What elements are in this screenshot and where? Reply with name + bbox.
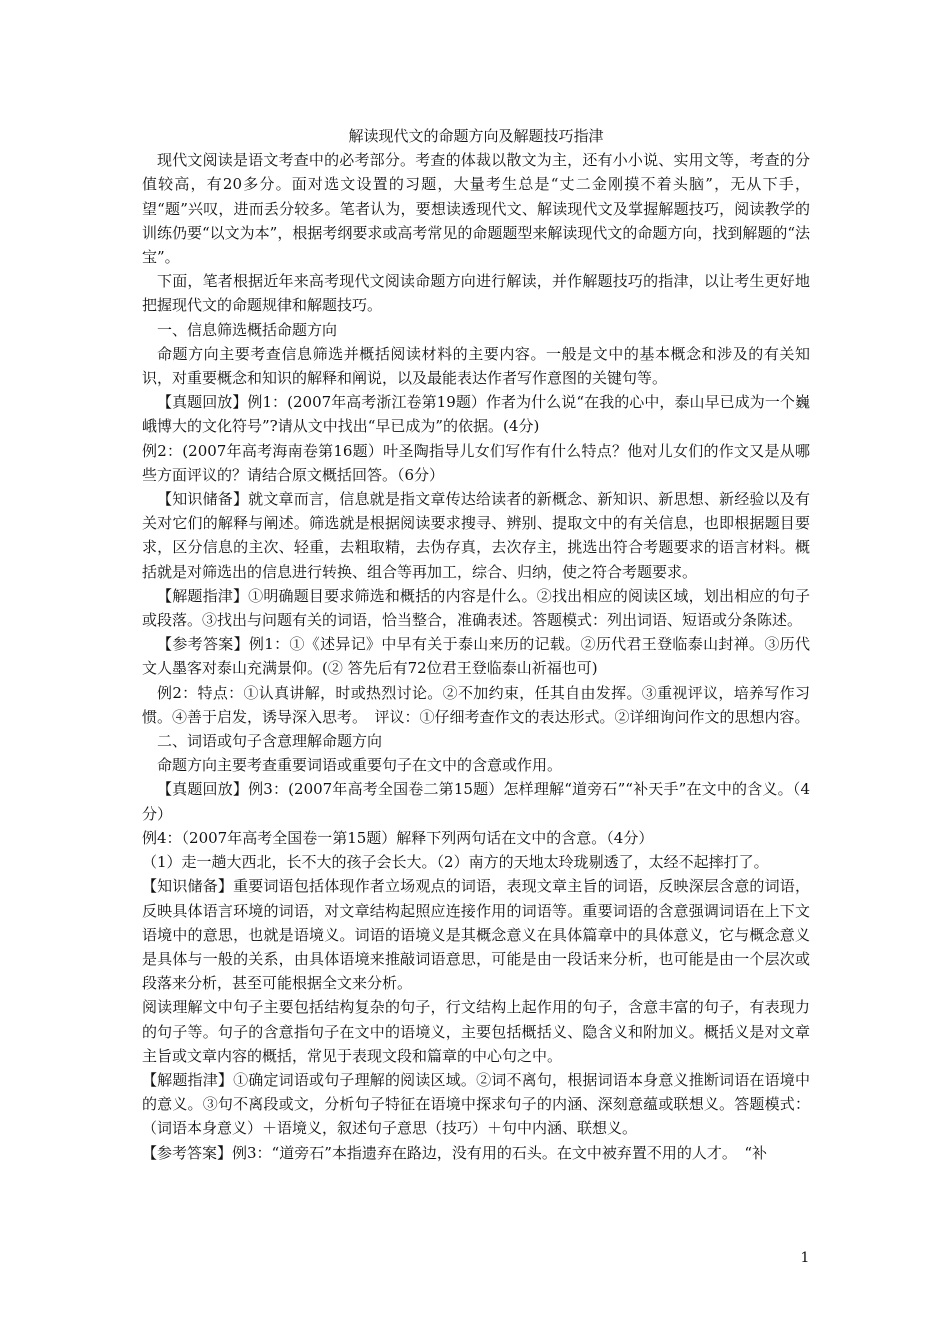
paragraph: 【真题回放】例3：(2007年高考全国卷二第15题）怎样理解“道旁石”“补天手”在文中的含义。（4分） [142, 780, 810, 823]
paragraph-list [142, 148, 810, 1165]
paragraph: 下面，笔者根据近年来高考现代文阅读命题方向进行解读，并作解题技巧的指津，以让考生更好地把握现代文的命题规律和解题技巧。 [142, 272, 810, 315]
paragraph: 例4：（2007年高考全国卷一第15题）解释下列两句话在文中的含意。（4分） [142, 828, 654, 847]
paragraph: 【真题回放】例1：(2007年高考浙江卷第19题）作者为什么说“在我的心中，泰山早已成为一个巍峨博大的文化符号”?请从文中找出“早已成为”的依据。(4分) [142, 393, 810, 436]
paragraph: 【知识储备】就文章而言，信息就是指文章传达给读者的新概念、新知识、新思想、新经验以及有关对它们的解释与阐述。筛选就是根据阅读要求搜寻、辨别、提取文中的有关信息，也即根据题目要求，区分信息的主次、轻重，去粗取精，去伪存真，去次存主，挑选出符合考题要求的语言材料。概括就是对筛选出的信息进行转换、组合等再加工，综合、归纳，使之符合考题要求。 [142, 490, 810, 581]
paragraph: 【解题指津】①明确题目要求筛选和概括的内容是什么。②找出相应的阅读区域，划出相应的句子或段落。③找出与问题有关的词语，恰当整合，准确表述。答题模式：列出词语、短语或分条陈述。 [142, 586, 810, 630]
paragraph: 【知识储备】重要词语包括体现作者立场观点的词语，表现文章主旨的词语，反映深层含意的词语，反映具体语言环境的词语，对文章结构起照应连接作用的词语等。重要词语的含意强调词语在上下文语境中的意思，也就是语境义。词语的语境义是其概念意义在具体篇章中的具体意义，它与概念意义是具体与一般的关系，由具体语境来推敲词语意思，可能是由一段话来分析，也可能是由一个层次或段落来分析，甚至可能根据全文来分析。 [142, 877, 810, 993]
paragraph: 【参考答案】例3：“道旁石”本指遗弃在路边，没有用的石头。在文中被弃置不用的人才。 “补 [142, 1143, 768, 1162]
paragraph: 【参考答案】例1：①《述异记》中早有关于泰山来历的记载。②历代君王登临泰山封禅。③历代文人墨客对泰山充满景仰。(② 答先后有72位君王登临泰山祈福也可) [142, 635, 810, 678]
paragraph: 命题方向主要考查信息筛选并概括阅读材料的主要内容。一般是文中的基本概念和涉及的有关知识，对重要概念和知识的解释和阐说，以及最能表达作者写作意图的关键句等。 [142, 344, 810, 388]
document-body [142, 124, 810, 1165]
paragraph: 阅读理解文中句子主要包括结构复杂的句子，行文结构上起作用的句子，含意丰富的句子，有表现力的句子等。句子的含意指句子在文中的语境义，主要包括概括义、隐含义和附加义。概括义是对文章主旨或文章内容的概括，常见于表现文段和篇章的中心句之中。 [142, 998, 810, 1065]
document-title: 解读现代文的命题方向及解题技巧指津 [348, 127, 604, 145]
paragraph: 例2：特点：①认真讲解，时或热烈讨论。②不加约束，任其自由发挥。③重视评议，培养写作习惯。④善于启发，诱导深入思考。 评议：①仔细考查作文的表达形式。②详细询问作文的思想内容。 [142, 683, 810, 726]
paragraph: 二、词语或句子含意理解命题方向 [157, 732, 383, 751]
paragraph: （1）走一趟大西北，长不大的孩子会长大。（2）南方的天地太玲珑剔透了，太经不起摔打了。 [142, 853, 769, 872]
paragraph: 【解题指津】①确定词语或句子理解的阅读区域。②词不离句，根据词语本身意义推断词语在语境中的意义。③句不离段或文，分析句子特征在语境中探求句子的内涵、深刻意蕴或联想义。答题模式：（词语本身意义）＋语境义，叙述句子意思（技巧）＋句中内涵、联想义。 [142, 1070, 810, 1138]
paragraph: 命题方向主要考查重要词语或重要句子在文中的含意或作用。 [157, 756, 563, 775]
paragraph: 例2：(2007年高考海南卷第16题）叶圣陶指导儿女们写作有什么特点？他对儿女们的作文又是从哪些方面评议的？请结合原文概括回答。（6分） [142, 441, 810, 484]
paragraph: 现代文阅读是语文考查中的必考部分。考查的体裁以散文为主，还有小小说、实用文等，考查的分值较高，有20多分。面对选文设置的习题，大量考生总是“丈二金刚摸不着头脑”，无从下手，望“题”兴叹，进而丢分较多。笔者认为，要想读透现代文、解读现代文及掌握解题技巧，阅读教学的训练仍要“以文为本”，根据考纲要求或高考常见的命题题型来解读现代文的命题方向，找到解题的“法宝”。 [142, 151, 811, 267]
page-number: 1 [800, 1250, 810, 1266]
paragraph: 一、信息筛选概括命题方向 [157, 320, 338, 339]
